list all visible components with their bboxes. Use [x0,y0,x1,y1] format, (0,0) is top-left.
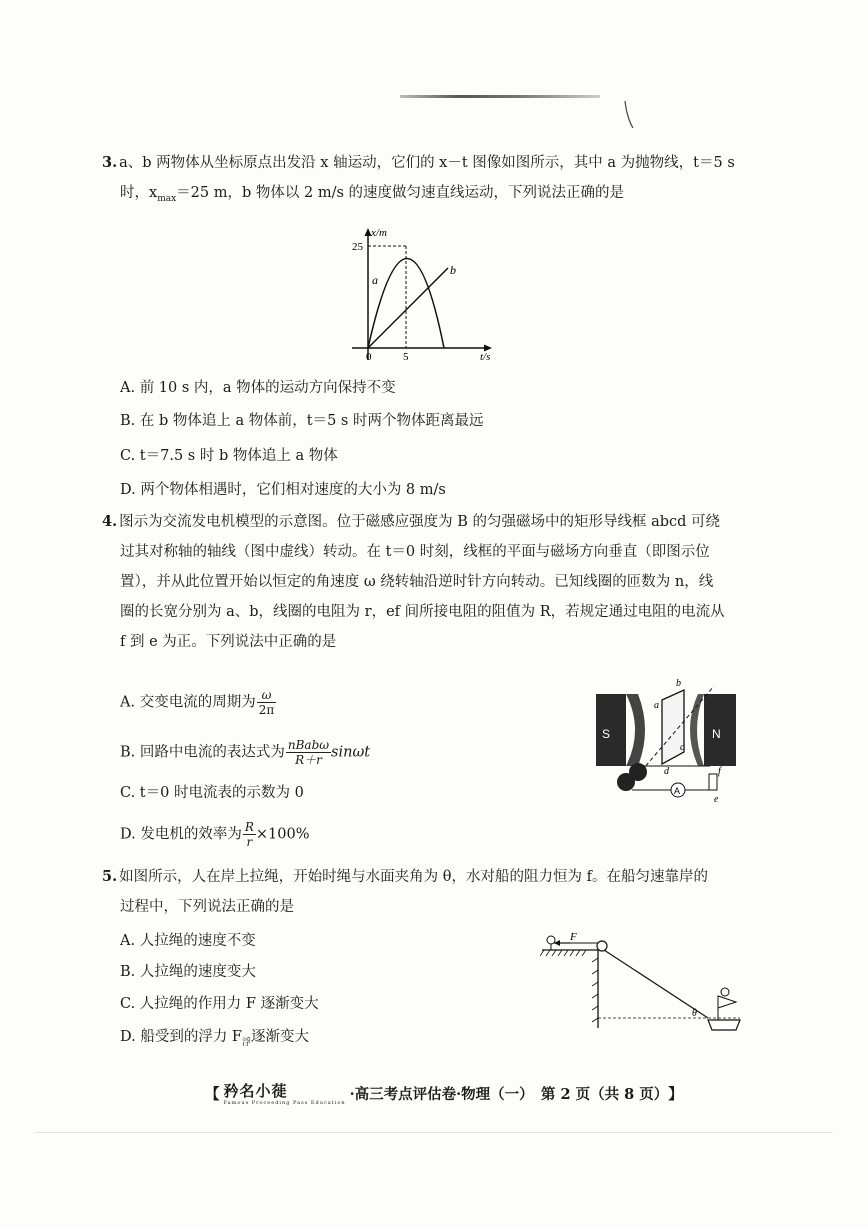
fraction [286,738,331,767]
q5-option-d[interactable] [120,1026,309,1054]
numerator: R [244,820,254,834]
origin-label: 0 [366,351,372,363]
denominator: 2π [258,703,275,717]
angle-label: θ [692,1008,697,1019]
question-4-line-3: 置），并从此位置开始以恒定的角速度 ω 绕转轴沿逆时针方向转动。已知线圈的匝数为 n，线 [120,574,714,590]
subscript-buoyancy: 浮 [242,1037,252,1048]
q4-option-b[interactable] [120,738,370,767]
fraction [257,688,277,717]
question-number: 3. [102,154,118,171]
curve-a-label: a [372,273,378,287]
question-number: 5. [102,868,118,885]
label-s: S [602,727,611,741]
question-4-line-2: 过其对称轴的轴线（图中虚线）转动。在 t＝0 时刻，线框的平面与磁场方向垂直（即图示位 [120,544,710,560]
force-label: F [570,931,577,943]
question-5-line-1: 如图所示，人在岸上拉绳，开始时绳与水面夹角为 θ，水对船的阻力恒为 f。在船匀速靠岸的 [119,869,708,885]
option-text: D. 船受到的浮力 F [120,1029,242,1045]
y-tick-25: 25 [352,241,363,253]
q3-option-a[interactable]: A. 前 10 s 内，a 物体的运动方向保持不变 [120,380,396,396]
label-f: f [718,766,721,777]
label-a: a [654,700,659,711]
generator-diagram [592,678,752,808]
question-4-line-4: 圈的长宽分别为 a、b，线圈的电阻为 r，ef 间所接电阻的阻值为 R，若规定通过电阻的电流从 [120,604,725,620]
question-3-line-2a: 时，x [120,185,158,201]
subscript-max: max [157,193,177,204]
brand-logo [224,1080,346,1106]
y-axis-label: x/m [371,227,387,239]
logo-text: 矜名小蓰 [223,1082,288,1100]
question-3-line-1: a、b 两物体从坐标原点出发沿 x 轴运动，它们的 x－t 图像如图所示，其中 a 为抛物线，t＝5 s [119,155,735,171]
page-edge-line [35,1132,833,1133]
question-5-line-2: 过程中，下列说法正确的是 [120,899,294,915]
boat-rope-diagram [540,928,750,1032]
x-axis-label: t/s [480,351,491,363]
q4-option-d[interactable] [120,820,309,849]
scan-artifact-line [400,95,600,98]
option-text: D. 发电机的效率为 [120,826,242,843]
option-text: B. 回路中电流的表达式为 [120,744,285,761]
q5-option-c[interactable]: C. 人拉绳的作用力 F 逐渐变大 [120,996,319,1012]
question-4-line-1: 图示为交流发电机模型的示意图。位于磁感应强度为 B 的匀强磁场中的矩形导线框 abcd 可绕 [119,514,721,530]
denominator: R＋r [295,753,322,767]
q3-option-c[interactable]: C. t＝7.5 s 时 b 物体追上 a 物体 [120,448,338,464]
question-4-line-5: f 到 e 为正。下列说法中正确的是 [120,634,337,650]
fraction [243,820,256,849]
question-3-line-2b: ＝25 m，b 物体以 2 m/s 的速度做匀速直线运动，下列说法正确的是 [176,185,624,201]
ammeter-label: A [674,786,681,796]
x-tick-5: 5 [403,351,409,363]
option-suffix: sinωt [331,744,371,761]
page-footer [205,1080,683,1106]
scan-artifact-mark [624,100,634,130]
label-n: N [712,727,721,741]
boat [708,1020,740,1030]
numerator: ω [257,688,277,703]
label-b: b [676,678,681,689]
q3-option-d[interactable]: D. 两个物体相遇时，它们相对速度的大小为 8 m/s [120,482,446,498]
option-text: A. 交变电流的周期为 [120,694,256,711]
label-c: c [680,742,685,753]
footer-text: ·高三考点评估卷·物理（一） 第 2 页（共 8 页） [349,1085,669,1103]
footer-bracket-close: 】 [668,1085,683,1103]
denominator: r [246,835,253,849]
option-suffix: ×100% [255,826,310,843]
question-5-stem [102,862,752,922]
option-suffix: 逐渐变大 [251,1029,310,1045]
question-number: 4. [102,513,118,530]
q3-option-b[interactable]: B. 在 b 物体追上 a 物体前，t＝5 s 时两个物体距离最远 [120,413,484,429]
line-b [368,268,448,348]
q4-option-a[interactable] [120,688,276,717]
q4-option-c[interactable]: C. t＝0 时电流表的示数为 0 [120,785,304,801]
q5-option-a[interactable]: A. 人拉绳的速度不变 [120,933,256,949]
magnet-s [596,694,626,766]
question-4-stem [102,507,752,657]
logo-subtext: Famous Proceeding Pass Education [223,1100,346,1106]
footer-bracket-open: 【 [205,1085,220,1103]
line-b-label: b [450,263,456,277]
x-t-graph [340,224,510,364]
label-e: e [714,794,719,805]
numerator: nBabω [287,738,330,752]
pulley [597,941,607,951]
question-3-stem [102,148,752,214]
q5-option-b[interactable]: B. 人拉绳的速度变大 [120,964,256,980]
label-d: d [664,766,669,777]
